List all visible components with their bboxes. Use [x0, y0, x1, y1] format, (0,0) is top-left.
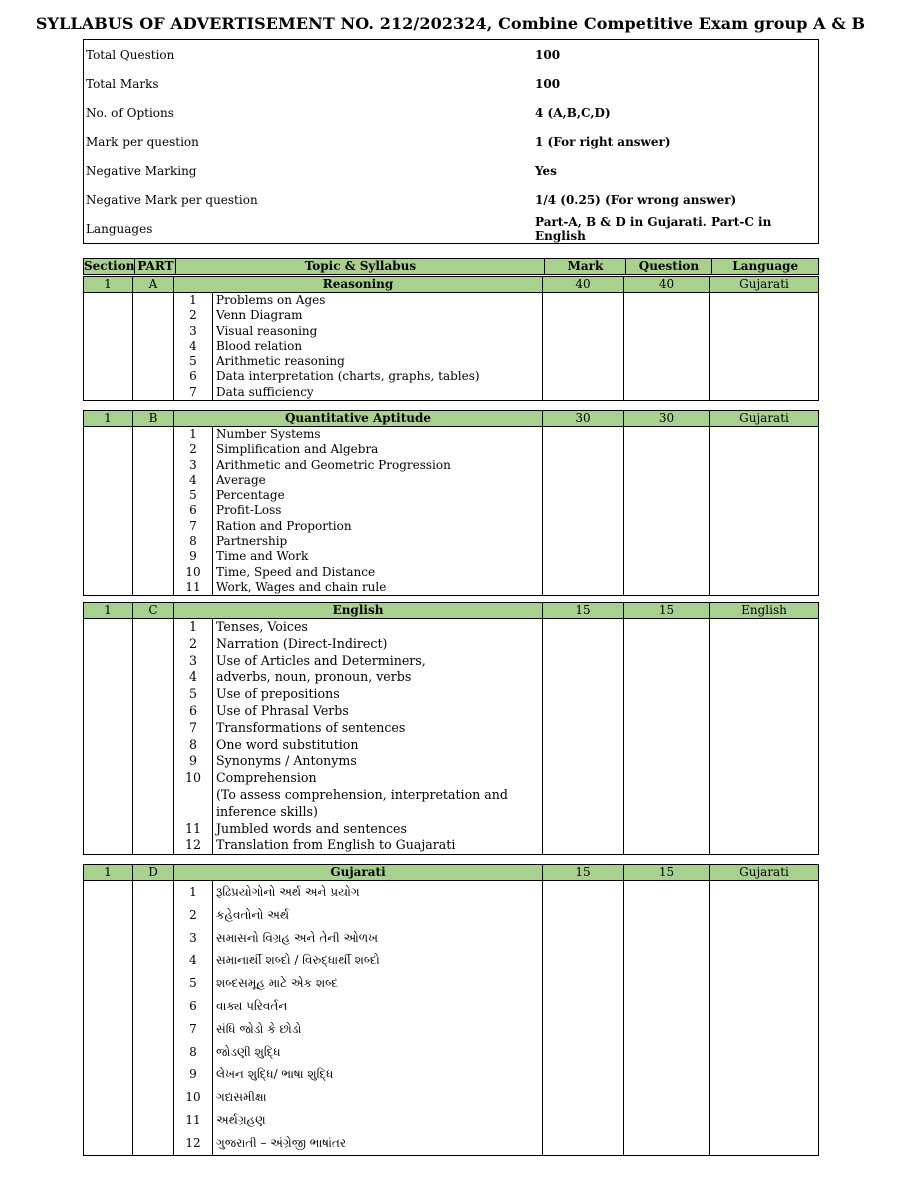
section-items-row	[84, 881, 819, 1156]
topic-items-cell	[174, 881, 543, 1156]
item-text: અર્થગ્રહણ	[213, 1109, 543, 1132]
item-text: સમાનાર્થી શબ્દો / વિરુદ્ધાર્થી શબ્દો	[213, 949, 543, 972]
part-letter: A	[133, 277, 174, 293]
list-item	[174, 1063, 542, 1086]
empty-cell	[133, 293, 174, 401]
item-number: 6	[189, 369, 197, 384]
list-item	[174, 503, 542, 518]
list-item	[174, 669, 542, 686]
question-count: 40	[624, 277, 710, 293]
section-number: 1	[84, 603, 133, 619]
item-number: 6	[189, 503, 197, 518]
empty-cell	[133, 427, 174, 596]
section-summary-row	[84, 603, 819, 619]
info-label: Negative Marking	[86, 163, 197, 178]
list-item	[174, 427, 542, 442]
list-item	[174, 949, 542, 972]
item-number: 6	[189, 998, 197, 1013]
list-item	[174, 636, 542, 653]
item-number: 2	[189, 442, 197, 457]
item-text: Time and Work	[213, 549, 543, 564]
list-item	[174, 653, 542, 670]
item-text: સંધિ જોડો કે છોડો	[213, 1018, 543, 1041]
info-value: 100	[535, 76, 561, 91]
info-row	[84, 98, 819, 127]
info-label: No. of Options	[86, 105, 174, 120]
list-item	[174, 1018, 542, 1041]
section-items-row	[84, 293, 819, 401]
list-item	[174, 837, 542, 854]
empty-cell	[710, 619, 819, 855]
item-number: 4	[189, 953, 197, 968]
empty-cell	[624, 293, 710, 401]
list-item	[174, 354, 542, 369]
item-number: 3	[188, 652, 197, 668]
list-item	[174, 339, 542, 354]
list-item	[174, 703, 542, 720]
header-part: PART	[135, 259, 176, 275]
list-item	[174, 1041, 542, 1064]
section-d-table	[83, 864, 819, 1156]
item-text: ગદ્યસમીક્ષા	[213, 1086, 543, 1109]
list-item	[174, 1132, 542, 1155]
item-number: 9	[188, 753, 197, 769]
list-item	[174, 488, 542, 503]
list-item	[174, 821, 542, 838]
item-text: કહેવતોનો અર્થ	[213, 904, 543, 927]
item-text: Translation from English to Guajarati	[213, 837, 543, 854]
mark-value: 15	[543, 865, 624, 881]
item-number: 9	[189, 1067, 197, 1082]
empty-cell	[543, 427, 624, 596]
info-value: 4 (A,B,C,D)	[535, 105, 611, 120]
list-item	[174, 324, 542, 339]
empty-cell	[84, 293, 133, 401]
item-number: 5	[189, 488, 197, 503]
item-number: 3	[189, 930, 197, 945]
empty-cell	[624, 427, 710, 596]
list-item	[174, 686, 542, 703]
item-text: Profit-Loss	[213, 503, 543, 518]
item-text: Work, Wages and chain rule	[213, 580, 543, 595]
item-number: 1	[189, 427, 197, 441]
item-number: 11	[184, 820, 202, 836]
info-row	[84, 214, 819, 244]
item-text: Partnership	[213, 534, 543, 549]
part-letter: C	[133, 603, 174, 619]
empty-cell	[710, 881, 819, 1156]
info-value: Part-A, B & D in Gujarati. Part-C in English	[535, 214, 772, 243]
item-number	[174, 787, 213, 821]
info-row	[84, 69, 819, 98]
list-item	[174, 565, 542, 580]
item-text: Transformations of sentences	[213, 720, 543, 737]
item-text: ગુજરાતી – અંગ્રેજી ભાષાંતર	[213, 1132, 543, 1155]
section-a-table	[83, 276, 819, 401]
section-number: 1	[84, 277, 133, 293]
exam-info-table	[83, 39, 819, 244]
item-number: 1	[188, 619, 197, 634]
item-number: 4	[189, 472, 197, 487]
list-item	[174, 549, 542, 564]
section-items-row	[84, 427, 819, 596]
item-number: 7	[189, 1021, 197, 1036]
info-label: Negative Mark per question	[86, 192, 258, 207]
topic-name: Gujarati	[174, 865, 543, 881]
list-item	[174, 927, 542, 950]
item-text: Use of Articles and Determiners,	[213, 653, 543, 670]
item-number: 3	[189, 323, 197, 338]
topic-name: English	[174, 603, 543, 619]
item-number: 3	[189, 457, 197, 472]
mark-value: 15	[543, 603, 624, 619]
header-section: Section	[84, 259, 135, 273]
item-text: Use of Phrasal Verbs	[213, 703, 543, 720]
info-value: 1 (For right answer)	[535, 134, 671, 149]
list-item	[174, 770, 542, 787]
header-language: Language	[712, 259, 819, 275]
mark-value: 30	[543, 411, 624, 427]
item-number: 8	[188, 736, 197, 752]
item-text: સમાસનો વિગ્રહ અને તેની ઓળખ	[213, 927, 543, 950]
empty-cell	[624, 619, 710, 855]
topic-name: Quantitative Aptitude	[174, 411, 543, 427]
list-item	[174, 881, 542, 904]
info-value: Yes	[535, 163, 557, 178]
empty-cell	[543, 293, 624, 401]
item-number: 4	[188, 669, 197, 685]
list-item	[174, 519, 542, 534]
item-text: Data sufficiency	[213, 385, 543, 400]
topic-name: Reasoning	[174, 277, 543, 293]
item-text: Narration (Direct-Indirect)	[213, 636, 543, 653]
item-number: 12	[184, 837, 202, 853]
question-count: 15	[624, 603, 710, 619]
info-row	[84, 185, 819, 214]
list-item	[174, 737, 542, 754]
item-number: 2	[188, 635, 197, 651]
item-number: 1	[189, 885, 197, 899]
section-b-table	[83, 410, 819, 596]
list-item	[174, 458, 542, 473]
item-text: શબ્દસમૂહ માટે એક શબ્દ	[213, 972, 543, 995]
topic-items-cell	[174, 619, 543, 855]
document-title: SYLLABUS OF ADVERTISEMENT NO. 212/202324, Combine Competitive Exam group A & B	[35, 14, 866, 33]
item-number: 9	[189, 549, 197, 564]
header-question: Question	[626, 259, 712, 275]
header-topic: Topic & Syllabus	[176, 259, 545, 275]
empty-cell	[710, 427, 819, 596]
item-text: Arithmetic and Geometric Progression	[213, 458, 543, 473]
empty-cell	[710, 293, 819, 401]
list-item	[174, 580, 542, 595]
list-item	[174, 293, 542, 308]
item-text: Comprehension	[213, 770, 543, 787]
header-mark: Mark	[545, 259, 626, 275]
empty-cell	[624, 881, 710, 1156]
mark-value: 40	[543, 277, 624, 293]
section-number: 1	[84, 411, 133, 427]
list-item	[174, 534, 542, 549]
item-text: Venn Diagram	[213, 308, 543, 323]
item-number: 5	[189, 354, 197, 369]
list-item	[174, 369, 542, 384]
language-value: Gujarati	[710, 865, 819, 881]
item-number: 4	[189, 338, 197, 353]
language-value: Gujarati	[710, 411, 819, 427]
item-number: 7	[189, 384, 197, 399]
topic-list	[174, 293, 542, 400]
info-value: 100	[535, 47, 561, 62]
item-text: Data interpretation (charts, graphs, tables)	[213, 369, 543, 384]
info-label: Total Question	[86, 47, 175, 62]
info-row	[84, 127, 819, 156]
info-row	[84, 40, 819, 70]
info-label: Total Marks	[86, 76, 159, 91]
item-number: 5	[188, 686, 197, 702]
section-summary-row	[84, 277, 819, 293]
item-text: Average	[213, 473, 543, 488]
empty-cell	[133, 881, 174, 1156]
list-item	[174, 787, 542, 821]
item-number: 7	[189, 518, 197, 533]
section-items-row	[84, 619, 819, 855]
item-text: (To assess comprehension, interpretation and inference skills)	[213, 787, 543, 821]
empty-cell	[543, 881, 624, 1156]
item-text: રૂઢિપ્રયોગોનો અર્થ અને પ્રયોગ	[213, 881, 543, 904]
list-item	[174, 995, 542, 1018]
item-text: Visual reasoning	[213, 324, 543, 339]
item-text: Arithmetic reasoning	[213, 354, 543, 369]
empty-cell	[133, 619, 174, 855]
list-item	[174, 385, 542, 400]
item-number: 7	[188, 719, 197, 735]
item-number: 5	[189, 976, 197, 991]
item-number: 12	[185, 1135, 201, 1150]
part-letter: B	[133, 411, 174, 427]
topic-list	[174, 427, 542, 595]
item-number: 8	[189, 534, 197, 549]
item-number: 6	[188, 702, 197, 718]
item-number: 11	[185, 1112, 201, 1127]
item-number: 2	[189, 308, 197, 323]
item-text: Blood relation	[213, 339, 543, 354]
topic-items-cell	[174, 293, 543, 401]
item-text: Synonyms / Antonyms	[213, 753, 543, 770]
item-text: Jumbled words and sentences	[213, 821, 543, 838]
empty-cell	[543, 619, 624, 855]
item-text: Use of prepositions	[213, 686, 543, 703]
language-value: Gujarati	[710, 277, 819, 293]
item-number: 10	[185, 1090, 201, 1105]
topic-items-cell	[174, 427, 543, 596]
item-text: Tenses, Voices	[213, 619, 543, 636]
item-text: Number Systems	[213, 427, 543, 442]
item-number: 1	[189, 293, 197, 307]
item-text: લેખન શુદ્ધિ/ ભાષા શુદ્ધિ	[213, 1063, 543, 1086]
section-number: 1	[84, 865, 133, 881]
info-label: Mark per question	[86, 134, 199, 149]
list-item	[174, 473, 542, 488]
list-item	[174, 720, 542, 737]
list-item	[174, 308, 542, 323]
question-count: 30	[624, 411, 710, 427]
item-number: 11	[185, 579, 201, 594]
language-value: English	[710, 603, 819, 619]
list-item	[174, 904, 542, 927]
list-item	[174, 1086, 542, 1109]
syllabus-header	[83, 258, 819, 275]
item-number: 2	[189, 907, 197, 922]
item-text: One word substitution	[213, 737, 543, 754]
empty-cell	[84, 881, 133, 1156]
section-summary-row	[84, 865, 819, 881]
empty-cell	[84, 619, 133, 855]
list-item	[174, 972, 542, 995]
section-c-table	[83, 602, 819, 855]
info-value: 1/4 (0.25) (For wrong answer)	[535, 192, 737, 207]
part-letter: D	[133, 865, 174, 881]
item-text: વાક્ય પરિવર્તન	[213, 995, 543, 1018]
item-text: Simplification and Algebra	[213, 442, 543, 457]
info-label: Languages	[86, 221, 153, 236]
item-number: 10	[184, 770, 202, 786]
list-item	[174, 442, 542, 457]
list-item	[174, 619, 542, 636]
section-summary-row	[84, 411, 819, 427]
item-text: Percentage	[213, 488, 543, 503]
list-item	[174, 1109, 542, 1132]
info-row	[84, 156, 819, 185]
item-text: Time, Speed and Distance	[213, 565, 543, 580]
topic-list	[174, 881, 542, 1155]
question-count: 15	[624, 865, 710, 881]
empty-cell	[84, 427, 133, 596]
item-text: જોડણી શુદ્ધિ	[213, 1041, 543, 1064]
item-number: 8	[189, 1044, 197, 1059]
item-text: adverbs, noun, pronoun, verbs	[213, 669, 543, 686]
list-item	[174, 753, 542, 770]
item-text: Ration and Proportion	[213, 519, 543, 534]
item-text: Problems on Ages	[213, 293, 543, 308]
topic-list	[174, 619, 542, 854]
item-number: 10	[185, 564, 201, 579]
